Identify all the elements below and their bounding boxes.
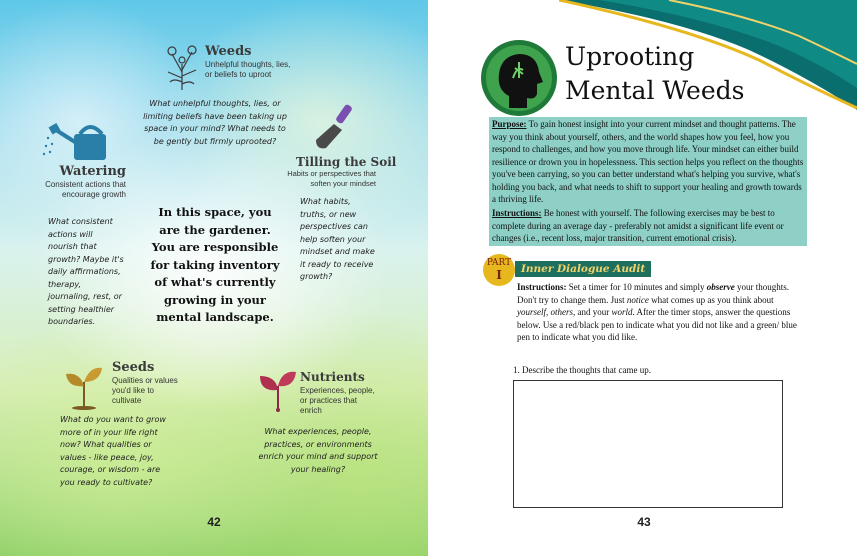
audit-label: Instructions: [517,282,567,292]
mind-head-icon [479,38,559,118]
title-line-1: Uprooting [565,42,695,71]
page-number-left: 42 [207,515,221,529]
watering-can-icon [42,120,114,164]
page-number-right: 43 [637,515,651,529]
watering-question: What consistent actions will nourish that growth? Maybe it's daily affirmations, therapy, journaling, rest, or setting healthier boundaries. [48,217,124,326]
sprout-icon [258,366,298,412]
instructions-label: Instructions: [492,208,542,218]
part-badge [483,254,515,286]
audit-text-5: . After the timer stops, answer the questions below. Use a red/black pen to indicate what you did not like and a green/ blue pen to indicate what you did like. [517,307,797,342]
seeds-question: What do you want to grow more of in your life right now? What qualities or values - like peace, joy, courage, or wisdom - are you ready to cultivate? [60,415,166,487]
weeds-question: What unhelpful thoughts, lies, or limiting beliefs have been taking up space in your mind? What needs to be gently but firmly uprooted? [143,99,287,146]
section-title: Inner Dialogue Audit [515,261,651,277]
audit-emphasis-world: world [611,307,633,317]
nutrients-subtitle: Experiences, people, or practices that enrich [300,386,375,415]
purpose-label: Purpose: [492,119,527,129]
audit-text-2: your thoughts. Don't try to change them. Just [517,282,790,305]
watering-subtitle: Consistent actions that encourage growth [45,180,126,199]
tilling-title: Tilling the Soil [296,155,397,169]
title-line-2: Mental Weeds [565,76,745,105]
part-number: I [496,268,502,282]
weeds-icon [162,42,202,90]
audit-text-1: Set a timer for 10 minutes and simply [566,282,707,292]
tilling-question: What habits, truths, or new perspectives can help soften your mindset and make it ready to receive growth? [300,197,375,281]
audit-emphasis-notice: notice [626,294,649,305]
weeds-title: Weeds [205,44,252,59]
purpose-text: To gain honest insight into your current mindset and thought patterns. The way you think about yourself, others, and the world shapes how you feel, how you respond to challenges, and how you move through life. Your mindset can either build resilience or drown you in hopelessness. This section helps you reflect on the thoughts you've been carrying, so you can better understand what's helping you survive, what's holding you back, and what needs to shift to support your healing and growth towards a thriving life. [492,119,804,204]
tilling-subtitle: Habits or perspectives that soften your mindset [287,169,376,188]
audit-text-3: what comes up as you think about [648,294,774,305]
weeds-subtitle: Unhelpful thoughts, lies, or beliefs to uproot [205,60,291,79]
audit-emphasis-observe: observe [706,282,735,292]
center-statement: In this space, you are the gardener. You are responsible for taking inventory of what's currently growing in your mental landscape. [150,205,280,324]
audit-emphasis-yourself: yourself, others, [517,307,576,317]
nutrients-question: What experiences, people, practices, or environments enrich your mind and support your healing? [258,427,378,474]
instructions-box [489,206,807,246]
part-word: PART [486,258,512,268]
watering-title: Watering [59,164,126,179]
page-title [565,40,744,108]
purpose-box [489,117,807,207]
question-1: 1. Describe the thoughts that came up. [513,365,651,375]
instructions-text: Be honest with yourself. The following exercises may be best to complete during an average day - preferably not amidst a significant life event or changes (i.e., recent loss, major transition, current emotional crisis). [492,208,784,243]
seeds-subtitle: Qualities or values you'd like to cultivate [112,376,178,405]
audit-text-4: and your [575,307,612,317]
left-page [0,0,428,556]
seedling-icon [64,364,104,410]
seeds-title: Seeds [112,360,155,375]
nutrients-title: Nutrients [300,370,365,384]
answer-box[interactable] [513,380,783,508]
right-page [429,0,857,556]
audit-instructions [517,281,797,344]
trowel-icon [312,102,362,152]
